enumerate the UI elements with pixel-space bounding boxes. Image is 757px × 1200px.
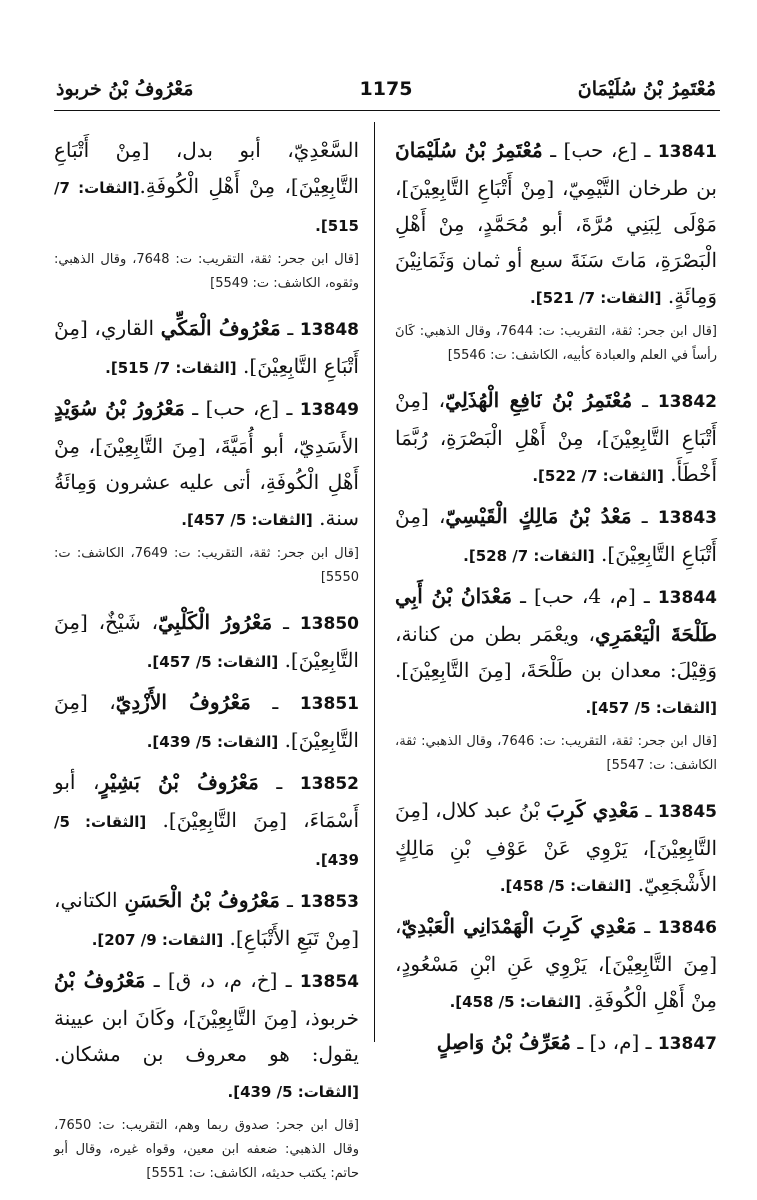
entry-tags: ـ <box>636 914 658 938</box>
entry-number: 13845 <box>657 802 717 822</box>
column-separator <box>374 122 375 1042</box>
entry-text: ، [مِنَ التَّابِعِيْنَ]، يَرْوِي عَنِ ابْنِ مَسْعُودٍ، مِنْ أَهْلِ الْكُوفَةِ. <box>395 914 717 1012</box>
entry-text: القاري، [مِنْ أَتْبَاعِ التَّابِعِيْنَ]. <box>54 316 359 378</box>
entry-reference: [الثقات: 5/ 439]. <box>54 813 359 869</box>
entry-reference: [الثقات: 7/ 515]. <box>105 359 237 377</box>
entry-reference: [الثقات: 7/ 521]. <box>530 289 662 307</box>
biography-entry <box>395 578 717 726</box>
entry-name: مَعْرُورُ بْنُ سُوَيْدٍ <box>54 396 185 420</box>
entry-reference: [الثقات: 7/ 522]. <box>532 467 664 485</box>
entry-name: مَعْدَانُ بْنُ أَبِي طَلْحَةَ الْيَعْمَرِي <box>395 584 717 646</box>
entry-number: 13854 <box>299 972 359 992</box>
entry-footnote: [قال ابن جحر: ثقة، التقريب: ت: 7644، وقال الذهبي: كَانَ رأساً في العلم والعبادة كأبيه، الكاشف: ت: 5546] <box>395 324 717 363</box>
entry-text: ، [مِنَ التَّابِعِيْنَ]. <box>54 690 359 752</box>
entry-text: ، [مِنْ أَتْبَاعِ التَّابِعِيْنَ]. <box>395 504 717 566</box>
right-column <box>395 132 717 1066</box>
entry-name: مَعْدُ بْنُ مَالِكٍ الْقَيْسِيّ <box>445 504 632 528</box>
entry-number: 13849 <box>299 400 359 420</box>
entry-tags: ـ [م، 4، حب] ـ <box>512 584 658 608</box>
entry-number: 13846 <box>657 918 717 938</box>
biography-entry <box>395 792 717 904</box>
biography-entry <box>395 498 717 574</box>
entry-reference: [الثقات: 9/ 207]. <box>91 931 224 949</box>
biography-entry <box>54 962 359 1110</box>
entry-name: مُعَرِّفُ بْنُ وَاصِلٍ <box>436 1030 571 1054</box>
entry-footnote: [قال ابن جحر: ثقة، التقريب: ت: 7649، الكاشف: ت: 5550] <box>54 546 359 585</box>
entry-text: ، أبو أَسْمَاءَ، [مِنَ التَّابِعِيْنَ]. <box>54 770 359 832</box>
entry-tags: ـ [ع، حب] ـ <box>184 396 300 420</box>
entry-text: الأَسَدِيّ، أبو أُمَيَّةَ، [مِنَ التَّابِعِيْنَ]، مِنْ أَهْلِ الْكُوفَةِ، أتى عليه عشرون وَمِائَةُ سنة. <box>54 434 359 530</box>
biography-entry <box>54 684 359 760</box>
entry-text: بْنُ عبد كلال، [مِنَ التَّابِعِيْنَ]، يَرْوِي عَنْ عَوْفِ بْنِ مَالِكٍ الأَشْجَعِيّ. <box>395 798 717 896</box>
entry-text: بن طرخان التَّيْمِيّ، [مِنْ أَتْبَاعِ التَّابِعِيْنَ]، مَوْلَى لِبَنِي مُرَّةَ، أبو مُحَمَّدٍ، مِنْ أَهْلِ الْبَصْرَةِ، مَاتَ سَنَةَ سبع أو ثمان وَثَمَانِيْنَ وَمِائَةٍ. <box>395 176 717 308</box>
entry-tags: ـ [م، د] ـ <box>570 1030 658 1054</box>
entry-name: مَعْرُوفُ بْنُ <box>54 968 146 992</box>
entry-text: ، شَيْخٌ، [مِنَ التَّابِعِيْنَ]. <box>54 610 359 672</box>
left-column <box>54 132 359 1200</box>
biography-entry <box>54 604 359 680</box>
entry-number: 13851 <box>299 694 359 714</box>
entry-text: ، [مِنْ أَتْبَاعِ التَّابِعِيْنَ]، مِنْ أَهْلِ الْبَصْرَةِ، رُبَّمَا أَخْطَأَ. <box>395 388 717 486</box>
entry-name: مَعْرُورُ الْكَلْبِيّ <box>158 610 273 634</box>
entry-number: 13844 <box>657 588 717 608</box>
entry-name: مَعْرُوفُ الأَزْدِيّ <box>115 690 251 714</box>
page-number: 1175 <box>359 78 413 100</box>
entry-reference: [الثقات: 7/ 528]. <box>463 547 595 565</box>
entry-reference: [الثقات: 5/ 458]. <box>499 877 632 895</box>
running-title-right: مُعْتَمِرُ بْنُ سُلَيْمَانَ <box>577 78 716 100</box>
biography-entry <box>54 390 359 538</box>
entry-number: 13841 <box>657 142 717 162</box>
biography-entry <box>54 310 359 386</box>
entry-tags: السَّعْدِيّ، أبو بدل، [مِنْ أَتْبَاعِ التَّابِعِيْنَ]، مِنْ أَهْلِ الْكُوفَةِ. <box>54 138 359 198</box>
entry-tags: ـ <box>272 610 300 634</box>
entry-number: 13852 <box>299 774 359 794</box>
entry-footnote: [قال ابن جحر: صدوق ربما وهم، التقريب: ت: 7650، وقال الذهبي: ضعفه ابن معين، وقواه غيره، وقال أبو حاتم: يكتب حديثه، الكاشف: ت: 5551] <box>54 1118 359 1181</box>
entry-reference: [الثقات: 5/ 457]. <box>585 699 717 717</box>
entry-tags: ـ <box>250 690 300 714</box>
entry-name: مَعْدِي كَرِبَ الْهَمْدَانِي الْعَبْدِيّ <box>401 914 637 938</box>
entry-number: 13853 <box>299 892 359 912</box>
biography-entry <box>54 132 359 244</box>
entry-text: ، ويعْمَر بطن من كنانة، وَقِيْلَ: معدان بن طَلْحَةَ، [مِنَ التَّابِعِيْنَ]. <box>395 622 717 682</box>
entry-footnote: [قال ابن جحر: ثقة، التقريب: ت: 7646، وقال الذهبي: ثقة، الكاشف: ت: 5547] <box>395 734 717 773</box>
entry-tags: ـ <box>279 888 300 912</box>
entry-name: مَعْدِي كَرِبَ <box>546 798 640 822</box>
entry-number: 13843 <box>657 508 717 528</box>
entry-number: 13847 <box>657 1034 717 1054</box>
entry-tags: ـ <box>639 798 658 822</box>
entry-name: مَعْرُوفُ الْمَكِّي <box>160 316 281 340</box>
entry-reference: [الثقات: 5/ 439]. <box>227 1083 359 1101</box>
biography-entry <box>395 908 717 1020</box>
entry-footnote: [قال ابن جحر: ثقة، التقريب: ت: 7648، وقال الذهبي: وثقوه، الكاشف: ت: 5549] <box>54 252 359 291</box>
entry-text: الكتاني، [مِنْ تَبَعِ الأَتْبَاعِ]. <box>54 888 359 950</box>
entry-tags: ـ [ع، حب] ـ <box>542 138 658 162</box>
entry-number: 13842 <box>657 392 717 412</box>
page-header <box>56 74 716 110</box>
entry-tags: ـ [خ، م، د، ق] ـ <box>145 968 300 992</box>
entry-number: 13848 <box>299 320 359 340</box>
entry-number: 13850 <box>299 614 359 634</box>
entry-reference: [الثقات: 5/ 457]. <box>181 511 313 529</box>
entry-tags: ـ <box>280 316 300 340</box>
entry-tags: ـ <box>631 504 658 528</box>
header-rule <box>54 110 720 111</box>
entry-reference: [الثقات: 5/ 457]. <box>146 653 279 671</box>
entry-name: مُعْتَمِرُ بْنُ نَافِعِ الْهُذَلِيّ <box>445 388 633 412</box>
biography-entry <box>54 882 359 958</box>
biography-entry <box>54 764 359 878</box>
entry-reference: [الثقات: 7/ 515]. <box>54 179 359 235</box>
biography-entry <box>395 132 717 316</box>
biography-entry <box>395 382 717 494</box>
entry-name: مَعْرُوفُ بْنُ بَشِيْرٍ <box>99 770 259 794</box>
entry-text: خربوذ، [مِنَ التَّابِعِيْنَ]، وكَانَ ابن عيينة يقول: هو معروف بن مشكان. <box>54 1006 359 1066</box>
biography-entry <box>395 1024 717 1062</box>
entry-tags: ـ <box>632 388 658 412</box>
entry-name: مَعْرُوفُ بْنُ الْحَسَنِ <box>124 888 280 912</box>
entry-tags: ـ <box>258 770 300 794</box>
entry-reference: [الثقات: 5/ 439]. <box>146 733 279 751</box>
running-title-left: مَعْرُوفُ بْنُ خربوذ <box>56 78 194 100</box>
entry-name: مُعْتَمِرُ بْنُ سُلَيْمَانَ <box>395 138 543 162</box>
entry-reference: [الثقات: 5/ 458]. <box>449 993 582 1011</box>
